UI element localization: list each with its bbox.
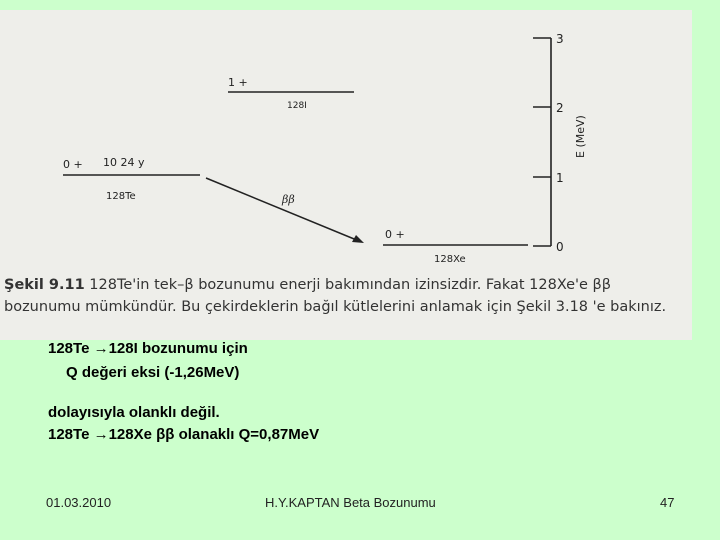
arrowhead-icon <box>352 235 364 243</box>
level-128te-lifetime: 10 24 y <box>103 156 145 169</box>
caption-number: Şekil 9.11 <box>4 277 85 293</box>
level-128te-spin: 0 + <box>63 158 83 171</box>
tick-label-0: 0 <box>556 240 564 254</box>
footer-title: H.Y.KAPTAN Beta Bozunumu <box>265 495 436 510</box>
level-128xe-spin: 0 + <box>385 228 405 241</box>
level-128i-spin: 1 + <box>228 76 248 89</box>
level-128i-name: 128I <box>287 101 307 111</box>
footer-date: 01.03.2010 <box>46 495 112 510</box>
slide-line-2: Q değeri eksi (-1,26MeV) <box>66 364 240 381</box>
decay-scheme-figure <box>0 10 692 340</box>
slide-line-1: 128Te →128I bozunumu için <box>48 340 248 357</box>
tick-label-2: 2 <box>556 101 564 115</box>
transition-label: ββ <box>282 193 295 206</box>
tick-label-3: 3 <box>556 32 564 46</box>
footer-page-number: 47 <box>660 495 675 510</box>
double-beta-transition-arrow <box>206 178 359 241</box>
slide-line-3: dolayısıyla olanklı değil. <box>48 404 220 421</box>
axis-label: E (MeV) <box>574 115 587 158</box>
figure-caption <box>4 274 688 318</box>
slide-line-4: 128Te →128Xe ββ olanaklı Q=0,87MeV <box>48 426 320 443</box>
caption-text: 128Te'in tek–β bozunumu enerji bakımından izinsizdir. Fakat 128Xe'e ββ bozunumu mümkündür. Bu çekirdeklerin bağıl kütlelerini anlamak için Şekil 3.18 'e bakınız. <box>4 277 667 315</box>
level-128te-name: 128Te <box>106 191 136 202</box>
tick-label-1: 1 <box>556 171 564 185</box>
level-128xe-name: 128Xe <box>434 254 466 265</box>
